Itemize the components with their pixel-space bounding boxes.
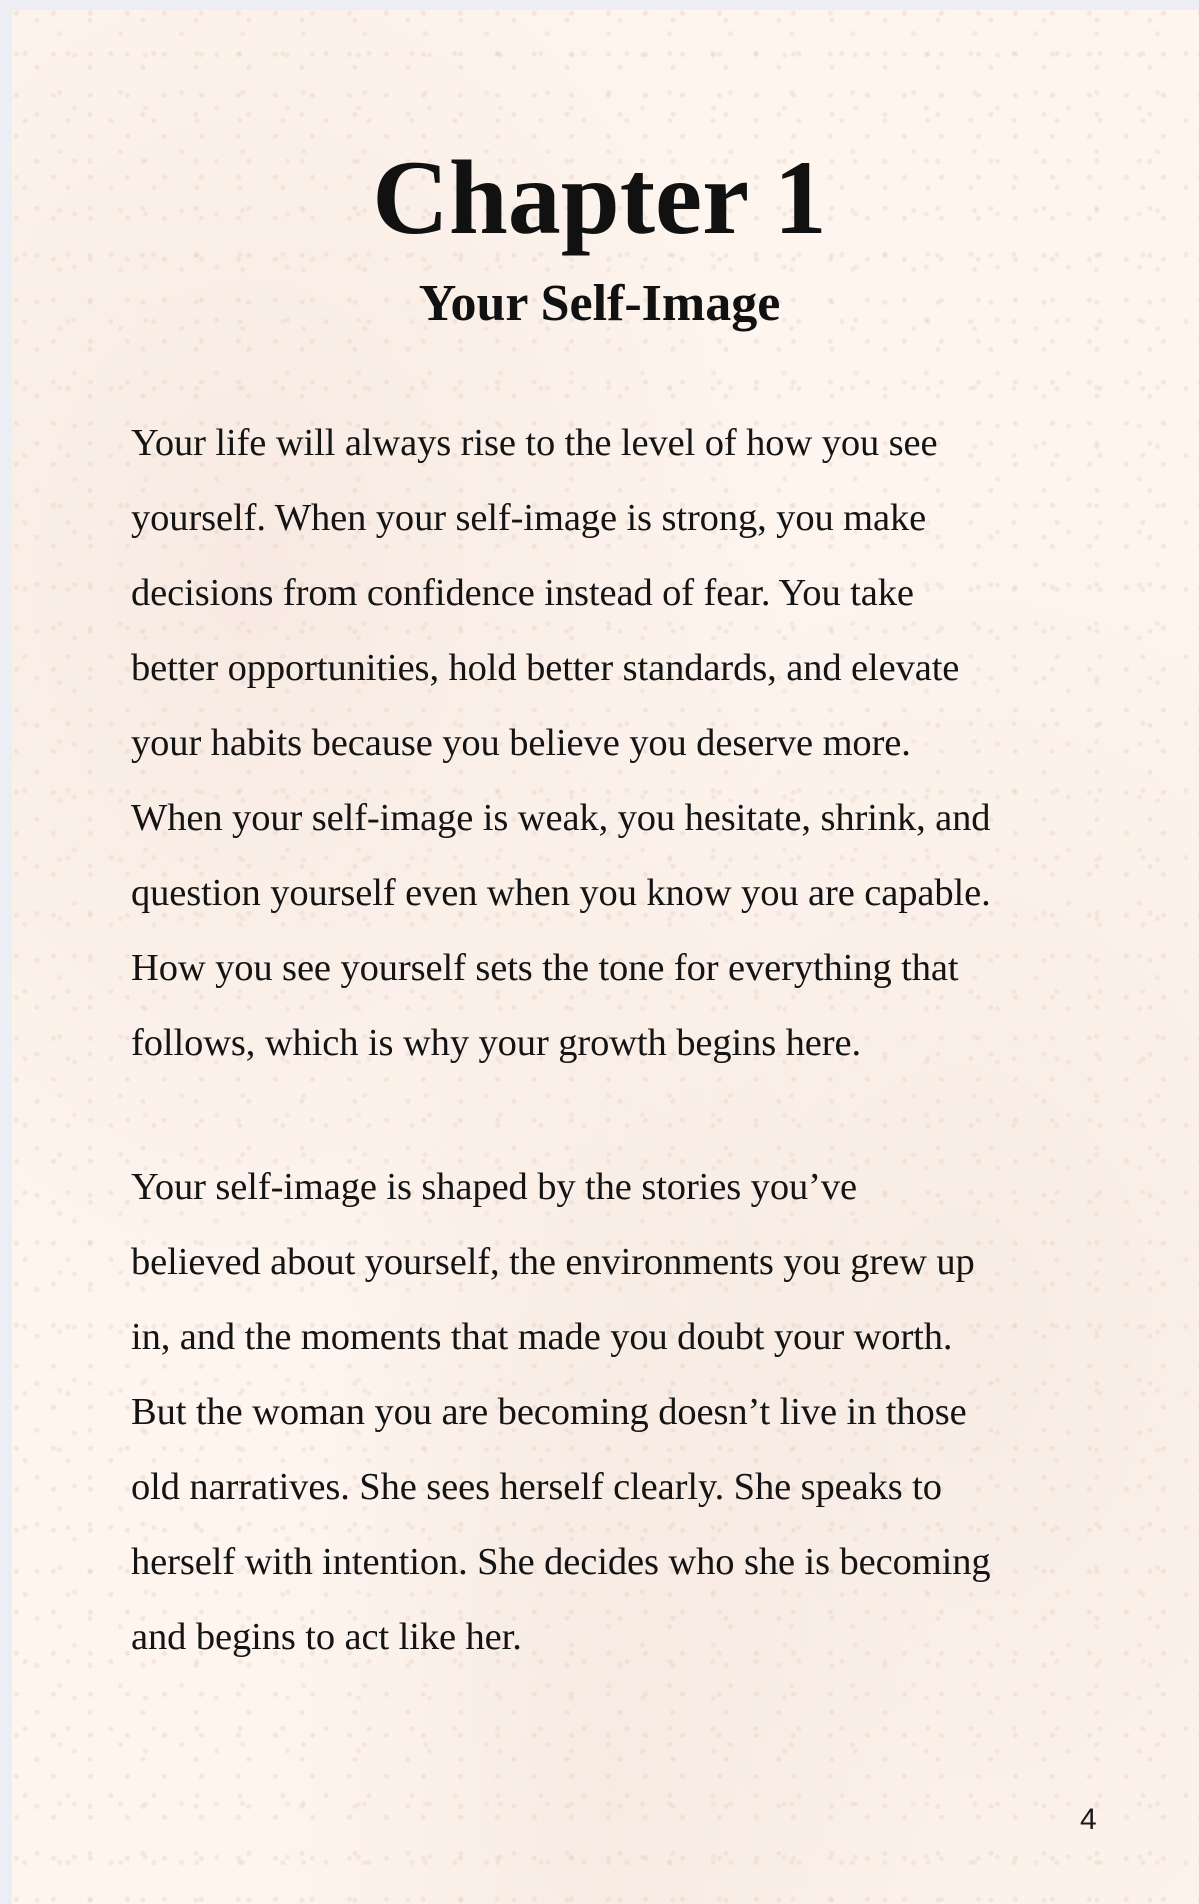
text-line: Your life will always rise to the level of how you see <box>131 422 938 464</box>
text-line: How you see yourself sets the tone for everything that <box>131 947 959 989</box>
text-line: But the woman you are becoming doesn’t live in those <box>131 1391 967 1433</box>
text-line: yourself. When your self-image is strong, you make <box>131 497 927 539</box>
text-line: Your self-image is shaped by the stories you’ve <box>131 1166 857 1208</box>
text-line: When your self-image is weak, you hesitate, shrink, and <box>131 797 991 839</box>
text-line: herself with intention. She decides who she is becoming <box>131 1541 991 1583</box>
page-number: 4 <box>1080 1803 1097 1836</box>
book-page <box>12 10 1199 1904</box>
text-line: decisions from confidence instead of fear. You take <box>131 572 914 614</box>
chapter-subtitle: Your Self-Image <box>418 275 781 332</box>
text-line: your habits because you believe you deserve more. <box>131 722 911 764</box>
text-line: and begins to act like her. <box>131 1616 522 1658</box>
chapter-title: Chapter 1 <box>372 139 827 256</box>
text-line: follows, which is why your growth begins here. <box>131 1022 862 1064</box>
text-line: in, and the moments that made you doubt your worth. <box>131 1316 953 1358</box>
paragraph-1 <box>131 406 1131 1081</box>
text-line: question yourself even when you know you are capable. <box>131 872 991 914</box>
paragraph-2 <box>131 1150 1131 1675</box>
text-line: better opportunities, hold better standards, and elevate <box>131 647 960 689</box>
text-line: believed about yourself, the environments you grew up <box>131 1241 975 1283</box>
text-line: old narratives. She sees herself clearly. She speaks to <box>131 1466 942 1508</box>
